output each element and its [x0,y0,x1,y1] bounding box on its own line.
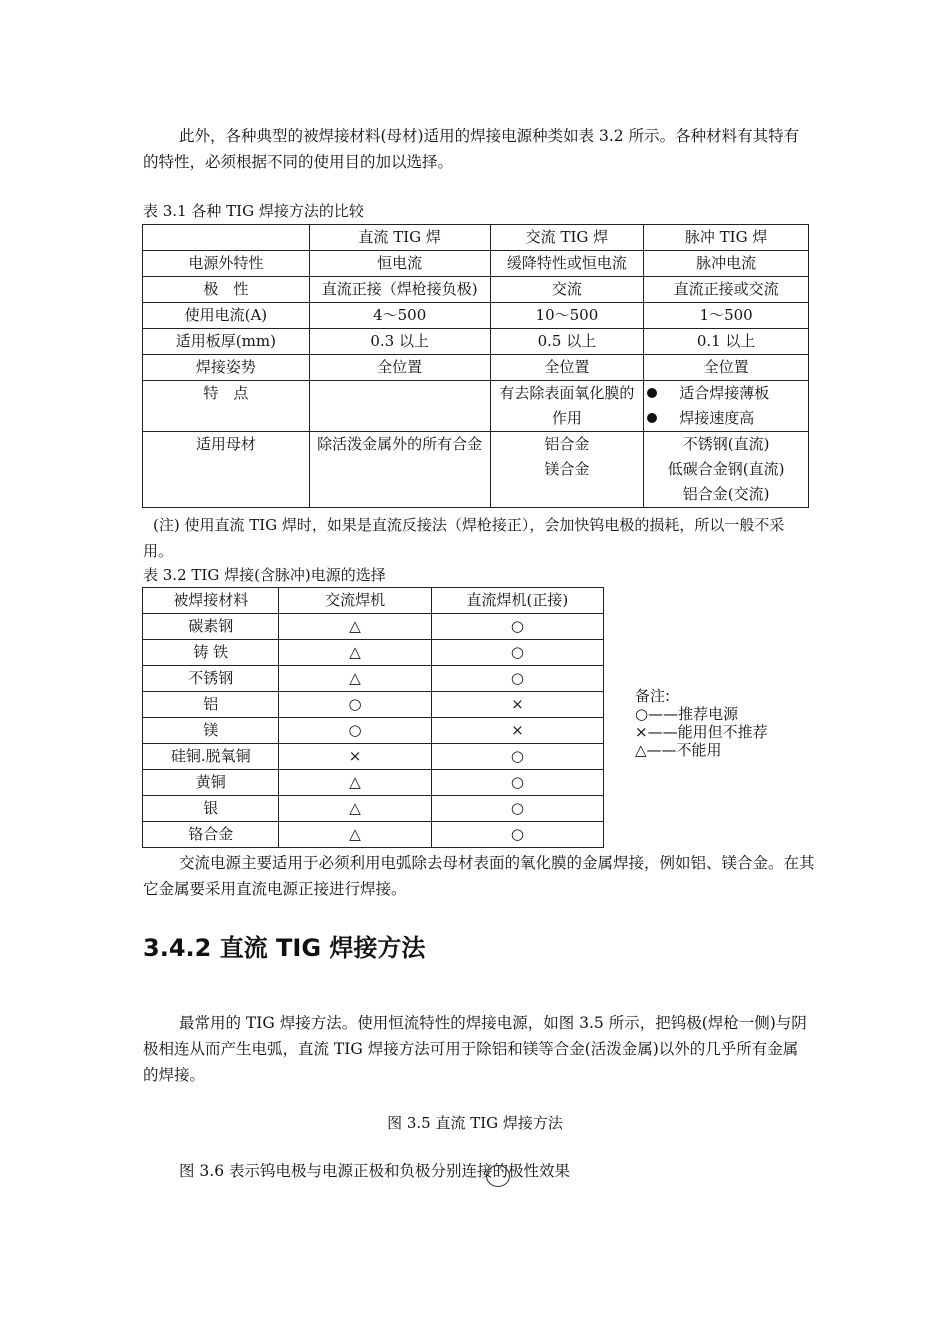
bullet-icon [647,388,657,398]
bullet-icon [647,413,657,423]
table-cell: ○ [431,614,603,640]
paragraph-ac-source: 交流电源主要适用于必须利用电弧除去母材表面的氧化膜的金属焊接，例如铝、镁合金。在其它金属要采用直流电源正接进行焊接。 [143,854,815,898]
table-cell: ○ [431,822,603,848]
legend-item: △——不能用 [635,741,722,759]
paragraph-dc-tig: 最常用的 TIG 焊接方法。使用恒流特性的焊接电源，如图 3.5 所示，把钨极(焊枪一侧)与阴极相连从而产生电弧，直流 TIG 焊接方法可用于除铝和镁等合金(活泼金属)以外的几乎所有金属的焊接。 [143,1014,807,1084]
cell-line: 不锈钢(直流) [682,435,770,453]
table-row [143,614,604,640]
table-row [143,796,604,822]
table-cell: ○ [431,666,603,692]
table-row [143,355,809,381]
table-row-features [143,381,809,432]
cell-line: 镁合金 [544,460,590,478]
table-cell: 1～500 [644,303,809,329]
table-cell: ○ [431,744,603,770]
table-cell: ○ [431,770,603,796]
table-cell: 焊接姿势 [143,355,310,381]
table-row [143,744,604,770]
table-cell: △ [279,796,431,822]
table-row [143,640,604,666]
table-cell: × [431,718,603,744]
table-cell: 交流 [490,277,644,303]
table-row [143,770,604,796]
table-cell: 铸 铁 [143,640,279,666]
table2-caption: 表 3.2 TIG 焊接(含脉冲)电源的选择 [143,566,386,584]
table-cell: 缓降特性或恒电流 [490,251,644,277]
circle-mark-icon [486,1165,510,1187]
table-cell: 有去除表面氧化膜的作用 [490,381,644,432]
paragraph-polarity: 图 3.6 表示钨电极与电源正极和负极分别连接的极性效果 [179,1162,571,1180]
tig-comparison-table [142,224,809,508]
table-cell: 适用板厚(mm) [143,329,310,355]
table-cell: △ [279,770,431,796]
table-cell: 电源外特性 [143,251,310,277]
table-cell: 0.1 以上 [644,329,809,355]
table-header-cell [143,225,310,251]
table-cell: 铝 [143,692,279,718]
table-header-cell: 直流 TIG 焊 [309,225,490,251]
list-item [647,406,804,431]
table-cell: 0.5 以上 [490,329,644,355]
table-cell: ○ [279,692,431,718]
table-cell: ○ [279,718,431,744]
table-cell [490,432,644,508]
table-cell: 恒电流 [309,251,490,277]
table-cell: × [279,744,431,770]
cell-line: 低碳合金钢(直流) [667,460,785,478]
table-cell: 硅铜.脱氧铜 [143,744,279,770]
table-header-cell: 脉冲 TIG 焊 [644,225,809,251]
cell-line: 铝合金 [544,435,590,453]
table-cell [644,432,809,508]
table-cell: ○ [431,640,603,666]
table-row [143,718,604,744]
bullet-text: 适合焊接薄板 [679,384,770,402]
legend-item: ×——能用但不推荐 [635,723,768,741]
table-cell: 直流正接（焊枪接负极) [309,277,490,303]
table1-caption: 表 3.1 各种 TIG 焊接方法的比较 [143,202,364,220]
list-item [647,381,804,406]
table-cell: 除活泼金属外的所有合金 [309,432,490,508]
table-header-cell: 被焊接材料 [143,588,279,614]
table-cell: ○ [431,796,603,822]
table-cell: 黄铜 [143,770,279,796]
table-row [143,692,604,718]
section-heading: 3.4.2 直流 TIG 焊接方法 [143,934,426,962]
table-cell: 特 点 [143,381,310,432]
table-cell: △ [279,640,431,666]
table-cell: 碳素钢 [143,614,279,640]
table-cell: 适用母材 [143,432,310,508]
table-cell: 0.3 以上 [309,329,490,355]
table-cell: 全位置 [490,355,644,381]
table-row [143,822,604,848]
table-cell [644,381,809,432]
table-cell: 4～500 [309,303,490,329]
table-header-cell: 直流焊机(正接) [431,588,603,614]
table-row [143,303,809,329]
table-cell: 直流正接或交流 [644,277,809,303]
table-row-materials [143,432,809,508]
table-cell: △ [279,614,431,640]
table-cell [309,381,490,432]
table-header-cell: 交流 TIG 焊 [490,225,644,251]
legend-title: 备注: [635,687,671,705]
table-cell: 全位置 [644,355,809,381]
table-header-cell: 交流焊机 [279,588,431,614]
table-row [143,277,809,303]
legend-item: ○——推荐电源 [635,705,739,723]
table-cell: △ [279,666,431,692]
cell-line: 铝合金(交流) [682,485,770,503]
table-cell: 镁 [143,718,279,744]
figure-caption: 图 3.5 直流 TIG 焊接方法 [387,1114,563,1132]
table-row [143,666,604,692]
table-header-row [143,588,604,614]
table-cell: 不锈钢 [143,666,279,692]
table-row [143,329,809,355]
table-row [143,251,809,277]
table-cell: 极 性 [143,277,310,303]
power-source-selection-table [142,587,604,848]
table2-legend [635,687,768,759]
table1-note: (注) 使用直流 TIG 焊时，如果是直流反接法（焊枪接正），会加快钨电极的损耗，所以一般不采用。 [143,516,785,560]
table-cell: 铬合金 [143,822,279,848]
table-cell: 使用电流(A) [143,303,310,329]
table-header-row [143,225,809,251]
table-cell: × [431,692,603,718]
table-cell: 银 [143,796,279,822]
bullet-text: 焊接速度高 [679,409,755,427]
table-cell: 全位置 [309,355,490,381]
table-cell: △ [279,822,431,848]
paragraph-intro: 此外，各种典型的被焊接材料(母材)适用的焊接电源种类如表 3.2 所示。各种材料有其特有的特性，必须根据不同的使用目的加以选择。 [143,127,800,171]
table-cell: 脉冲电流 [644,251,809,277]
table-cell: 10～500 [490,303,644,329]
